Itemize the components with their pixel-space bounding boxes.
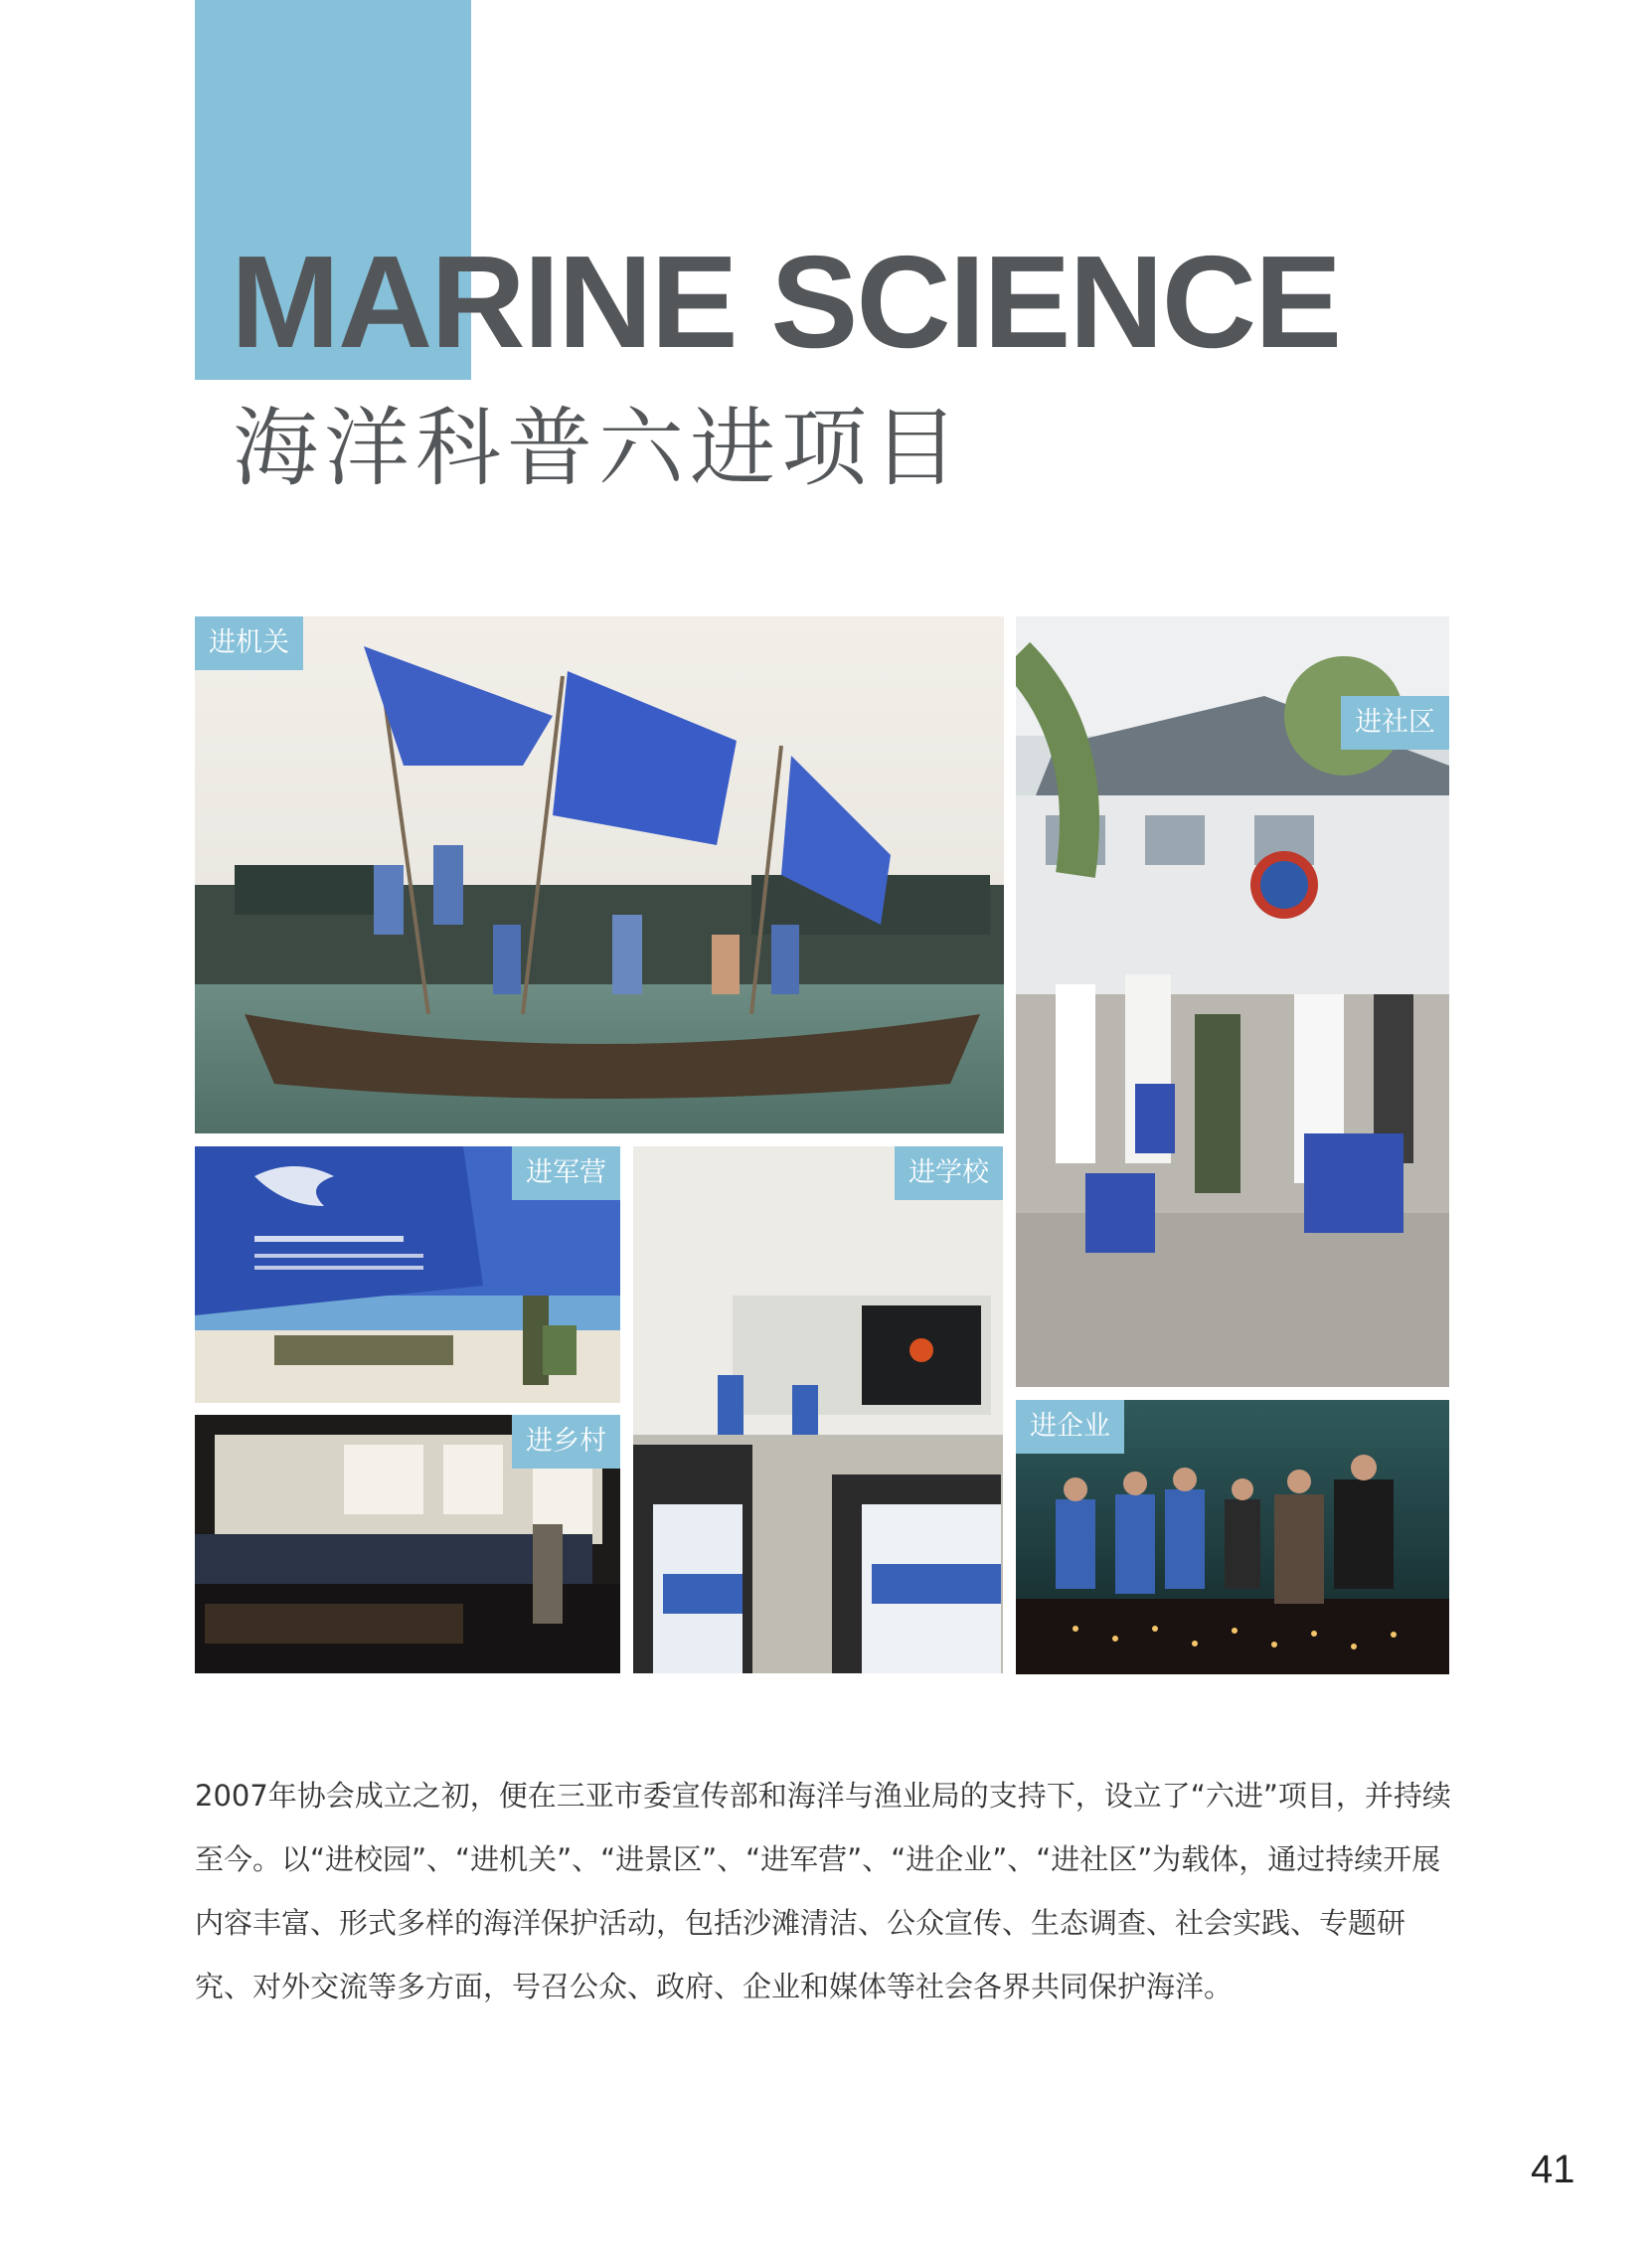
photo-enterprise [1016,1400,1449,1674]
photo-tag: 进企业 [1016,1400,1124,1454]
photo-school [633,1146,1003,1673]
photo-government [195,616,1004,1133]
photo-tag: 进社区 [1341,696,1449,750]
page-title-en: MARINE SCIENCE [231,229,1341,375]
photo-tag: 进学校 [895,1146,1003,1200]
photo-tag: 进机关 [195,616,303,670]
photo-village [195,1415,620,1673]
page-number: 41 [1531,2148,1575,2191]
photo-tag: 进乡村 [512,1415,620,1469]
photo-military [195,1146,620,1403]
photo-tag: 进军营 [512,1146,620,1200]
page-title-cn: 海洋科普六进项目 [233,399,964,498]
body-paragraph [195,1764,1457,2018]
body-text: 2007年协会成立之初，便在三亚市委宣传部和海洋与渔业局的支持下，设立了“六进”项目，并持续至今。以“进校园”、“进机关”、“进景区”、“进军营”、“进企业”、“进社区”为载体，通过持续开展内容丰富、形式多样的海洋保护活动，包括沙滩清洁、公众宣传、生态调查、社会实践、专题研究、对外交流等多方面，号召公众、政府、企业和媒体等社会各界共同保护海洋。 [195,1779,1451,2003]
photo-community [1016,616,1449,1387]
